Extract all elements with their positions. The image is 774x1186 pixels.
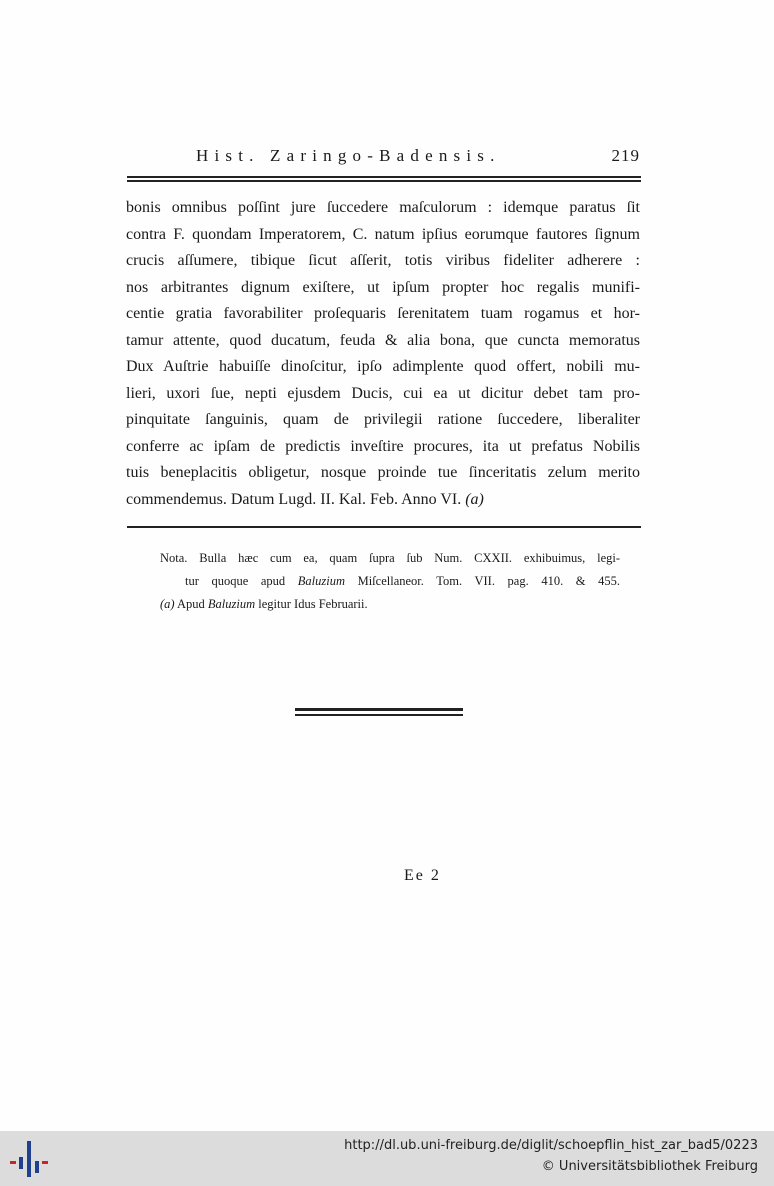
footnote-mark: (a) [465, 490, 484, 508]
note-author: Baluzium [207, 597, 256, 611]
header-rule [127, 176, 641, 183]
page-number: 219 [611, 146, 640, 165]
body-line: tamur attente, quod ducatum, feuda & alia bona, que cuncta memoratus [126, 331, 640, 349]
permalink-url[interactable]: http://dl.ub.uni-freiburg.de/diglit/schoepflin_hist_zar_bad5/0223 [344, 1138, 758, 1153]
body-last-text: commendemus. Datum Lugd. II. Kal. Feb. Anno VI. [126, 490, 462, 508]
signature-mark: Ee 2 [404, 867, 441, 884]
note-line [160, 570, 620, 593]
body-line: pinquitate ſanguinis, quam de privilegii ratione ſuccedere, liberaliter [126, 411, 640, 428]
body-line: centie gratia favorabiliter proſequaris ſerenitatem tuam rogamus et hor- [126, 305, 640, 322]
body-line: nos arbitrantes dignum exiſtere, ut ipſum propter hoc regalis munifi- [126, 278, 640, 296]
running-head-title: Hist. Zaringo-Badensis. [196, 146, 501, 165]
body-line: lieri, uxori ſue, nepti ejusdem Ducis, cui ea ut dicitur debet tam pro- [126, 384, 640, 402]
footnote-line [160, 593, 620, 616]
body-line: crucis aſſumere, tibique ſicut aſſerit, totis viribus fideliter adherere : [126, 252, 640, 269]
notes [160, 547, 620, 616]
copyright-notice: © Universitätsbibliothek Freiburg [541, 1159, 758, 1174]
body-line: tuis beneplacitis obligetur, nosque proinde tue ſinceritatis zelum merito [126, 464, 640, 481]
body-line: bonis omnibus poſſint jure ſuccedere maſculorum : idemque paratus ſit [126, 199, 640, 216]
body-line: Dux Auſtrie habuiſſe dinoſcitur, ipſo adimplente quod offert, nobili mu- [126, 358, 640, 375]
note-line: Nota. Bulla hæc cum ea, quam ſupra ſub Num. CXXII. exhibuimus, legi- [160, 551, 620, 565]
note-text: Miſcellaneor. Tom. VII. pag. 410. & 455. [345, 574, 620, 588]
body-line-last [126, 487, 640, 514]
ub-freiburg-logo-icon[interactable] [10, 1141, 48, 1177]
ornament-rule [295, 708, 463, 717]
note-text: tur quoque apud [185, 574, 298, 588]
note-text: legitur Idus Februarii. [255, 597, 368, 611]
body-line: conferre ac ipſam de predictis inveſtire procures, ita ut prefatus Nobilis [126, 437, 640, 455]
note-author: Baluzium [297, 574, 345, 588]
footer-bar [0, 1131, 774, 1186]
running-head [196, 146, 646, 170]
note-text: Apud [174, 597, 208, 611]
footnote-mark: (a) [160, 597, 175, 611]
text-end-rule [127, 526, 641, 528]
body-text [126, 195, 640, 513]
body-line: contra F. quondam Imperatorem, C. natum ipſius eorumque fautores ſignum [126, 225, 640, 243]
